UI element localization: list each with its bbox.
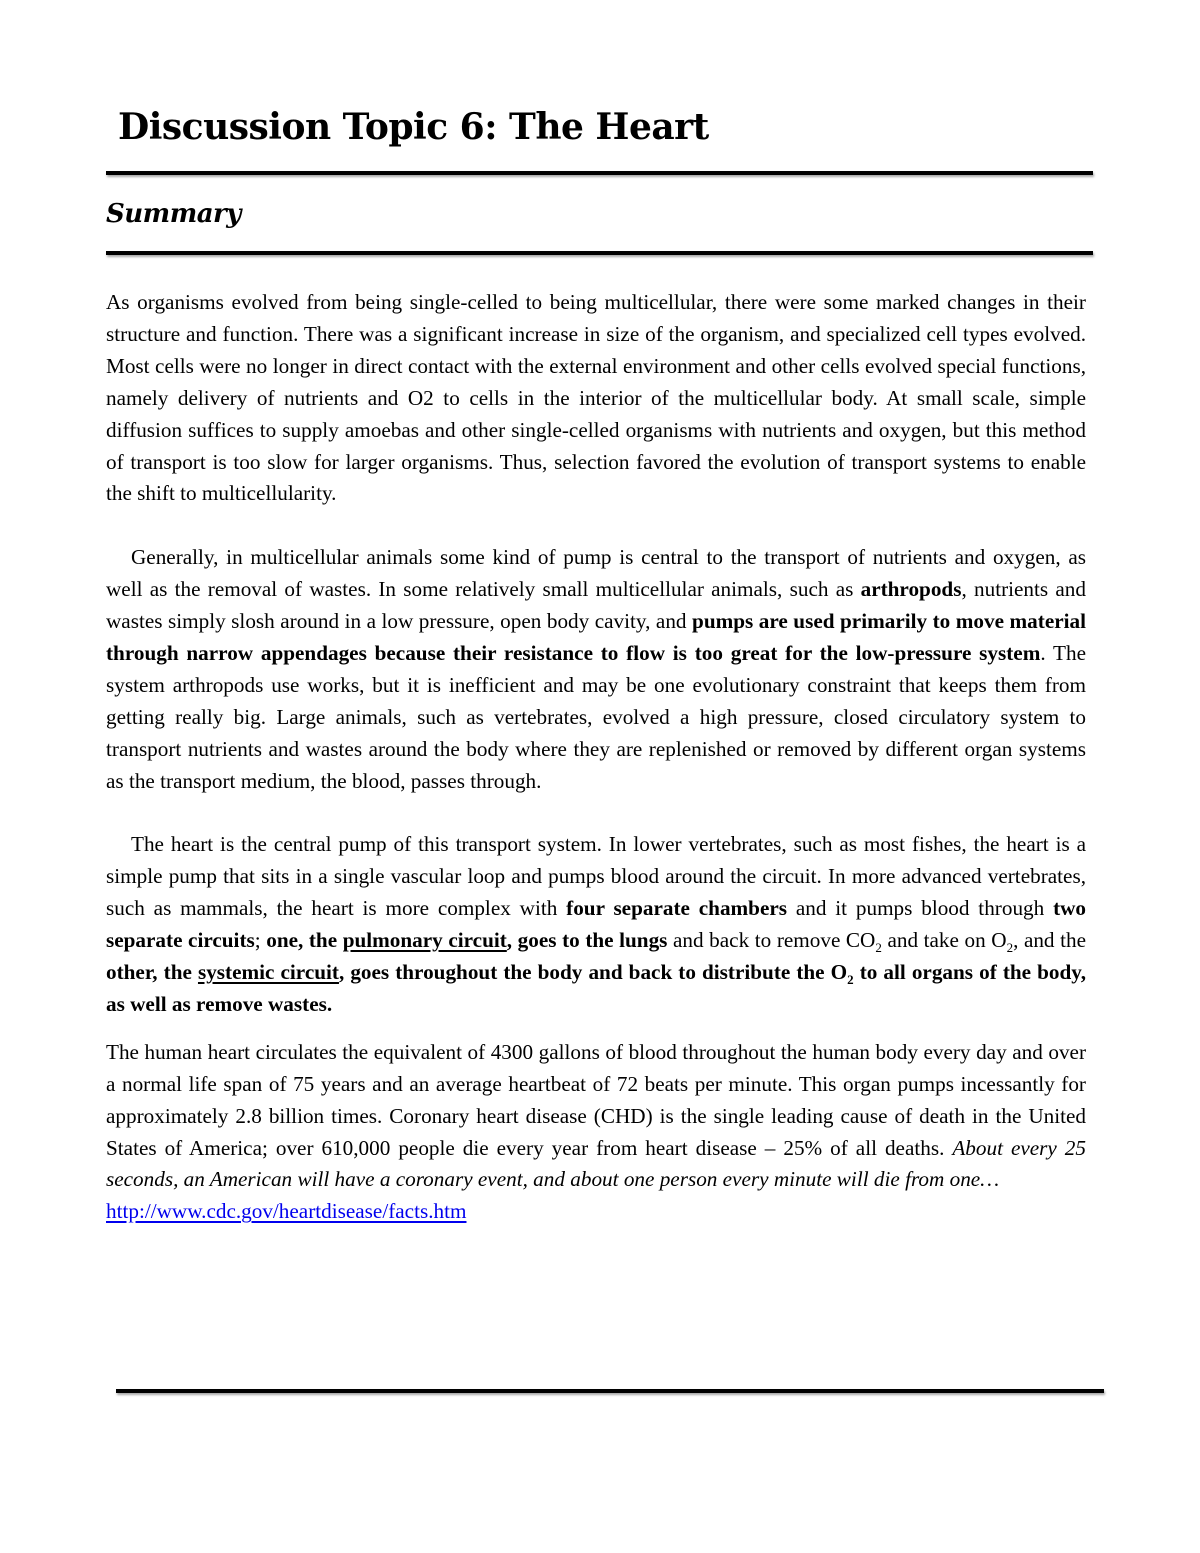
p3-text-5: and take on O [881,928,1007,953]
p3-bold-other: other, the [106,960,198,984]
p3-text-1: The heart is the central pump of this transport system. In lower vertebrates, such as most fishes, the heart is a simple pump that sits in a single vascular loop and pumps blood around the circuit. In more advanced vertebrates, such as mammals, the heart is more complex with [106,832,1086,921]
p4-text-1: The human heart circulates the equivalent of 4300 gallons of blood throughout the human body every day and over a normal life span of 75 years and an average heartbeat of 72 beats per minute. This organ pumps incessantly for approximately 2.8 billion times. Coronary heart disease (CHD) is the single leading cause of death in the United States of America; over 610,000 people die every year from heart disease – 25% of all deaths. [106,1039,1086,1160]
p3-bold-one: one, the [266,928,343,953]
p2-bold-pumps: pumps are used primarily to move material through narrow appendages because their resistance to flow is too great for the low-pressure system [106,609,1086,665]
p2-bold-arthropods: arthropods [860,577,962,602]
p3-text-2: and it pumps blood through [787,896,1054,921]
p3-sub-o2: 2 [1006,940,1014,956]
p3-sub-co2: 2 [875,940,882,956]
p3-bold-lungs: , goes to the lungs [506,928,668,953]
p3-text-6: , and the [1013,928,1086,953]
section-heading-summary: Summary [106,199,241,229]
p3-bold-sub-o2: 2 [847,972,854,988]
divider-below-heading [106,251,1093,255]
cdc-facts-link[interactable]: http://www.cdc.gov/heartdisease/facts.htm [106,1199,467,1224]
p3-systemic-circuit: systemic circuit [197,960,339,984]
p3-bold-remove: to all organs of the body, as well as remove wastes. [106,960,1087,1016]
divider-bottom [116,1389,1104,1393]
paragraph-2 [106,542,1086,797]
p3-text-4: and back to remove CO [667,928,876,953]
paragraph-3 [106,829,1086,1020]
summary-body [106,287,1086,1228]
page-title: Discussion Topic 6: The Heart [118,106,709,148]
p2-text-3: . The system arthropods use works, but it is inefficient and may be one evolutionary constraint that keeps them from getting really big. Large animals, such as vertebrates, evolved a high pressure, closed circulatory system to transport nutrients and wastes around the body where they are replenished or removed by different organ systems as the transport medium, the blood, passes through. [106,640,1086,793]
p3-bold-throughout: , goes throughout the body and back to distribute the O [338,960,848,984]
paragraph-1-text: As organisms evolved from being single-celled to being multicellular, there were some marked changes in their structure and function. There was a significant increase in size of the organism, and specialized cell types evolved. Most cells were no longer in direct contact with the external environment and other cells evolved special functions, namely delivery of nutrients and O2 to cells in the interior of the multicellular body. At small scale, simple diffusion suffices to supply amoebas and other single-celled organisms with nutrients and oxygen, but this method of transport is too slow for larger organisms. Thus, selection favored the evolution of transport systems to enable the shift to multicellularity. [106,290,1086,506]
p2-text-1: Generally, in multicellular animals some kind of pump is central to the transport of nutrients and oxygen, as well as the removal of wastes. In some relatively small multicellular animals, such as [106,545,1086,602]
p4-italic-quote: About every 25 seconds, an American will have a coronary event, and about one person every minute will die from one… [106,1135,1086,1192]
p3-bold-chambers: four separate chambers [566,896,788,921]
p3-bold-circuits: two separate circuits [106,896,1087,953]
paragraph-4 [106,1037,1086,1228]
p3-text-3: ; [254,928,267,953]
paragraph-1 [106,287,1086,510]
p2-text-2: , nutrients and wastes simply slosh around in a low pressure, open body cavity, and [106,577,1086,634]
divider-top [106,171,1093,175]
p3-pulmonary-circuit: pulmonary circuit [342,928,507,953]
